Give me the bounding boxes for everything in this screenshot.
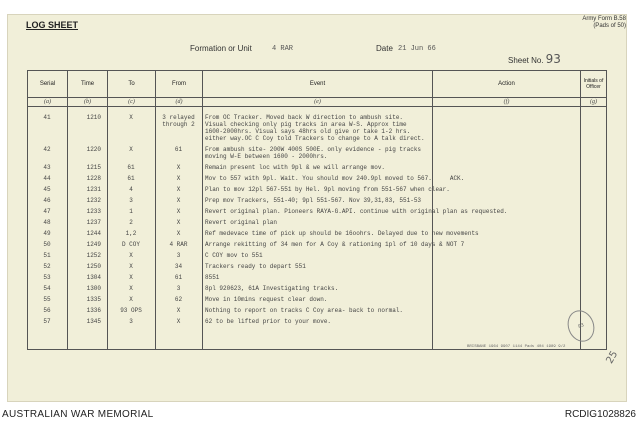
entry-14-from: 3 [176,285,181,292]
entry-7-serial: 47 [43,208,51,215]
column-letter-d: (d) [156,98,203,107]
entry-6-serial: 46 [43,197,51,204]
army-form-pads: (Pads of 50) [593,23,626,29]
entry-2-to: X [129,146,133,153]
entry-15-to: X [129,296,133,303]
entry-17-to: 3 [129,318,133,325]
entry-1-serial: 41 [43,114,51,121]
column-letter-f: (f) [433,98,581,107]
entry-15-serial: 55 [43,296,51,303]
entry-4-from: X [176,175,181,182]
entry-13-to: X [129,274,133,281]
entry-2-from: 61 [174,146,183,153]
entry-5-time: 1231 [86,186,101,193]
entry-10-serial: 50 [43,241,51,248]
entry-17-serial: 57 [43,318,51,325]
entry-2-serial: 42 [43,146,51,153]
entry-7-to: 1 [129,208,133,215]
entry-15-from: 62 [174,296,183,303]
entry-6-event: Prep mov Trackers, 551-40; 9pl 551-567. Nov 39,31,83, 551-53 [205,197,422,204]
corner-mark: 25 [604,349,621,366]
entry-4-event: Mov to 557 with 9pl. Wait. You should mov 240.9pl moved to 567. ACK. [205,175,465,182]
entry-10-time: 1249 [86,241,101,248]
entry-16-serial: 56 [43,307,51,314]
entry-11-event: C COY mov to 551 [205,252,263,259]
column-header-to: To [108,71,156,98]
sheet-number-label: Sheet No. [508,56,544,65]
entry-1-time: 1210 [86,114,101,121]
entry-9-time: 1244 [86,230,101,237]
entry-11-from: 3 [176,252,181,259]
entry-5-event: Plan to mov 12pl 567-551 by Hel. 9pl moving from 551-567 when clear. [205,186,450,193]
entry-17-time: 1345 [86,318,101,325]
entry-16-to: 93 OPS [120,307,142,314]
entry-1-to: X [129,114,133,121]
date-value: 21 Jun 66 [398,45,436,53]
formation-label: Formation or Unit [190,44,252,53]
entry-14-serial: 54 [43,285,51,292]
entry-7-from: X [176,208,181,215]
entry-16-event: Nothing to report on tracks C Coy area- back to normal. [205,307,404,314]
watermark-right: RCDIG1028826 [564,409,636,420]
entry-5-serial: 45 [43,186,51,193]
entry-3-from: X [176,164,181,171]
entry-8-time: 1237 [86,219,101,226]
handwritten-stamp: 93 [563,307,598,346]
entry-5-from: X [176,186,181,193]
entry-9-from: X [176,230,181,237]
column-letter-e: (e) [203,98,433,107]
column-letter-c: (c) [108,98,156,107]
entry-9-event: Ref medevace time of pick up should be 16oohrs. Delayed due to new movements [205,230,479,237]
page-title: LOG SHEET [26,20,79,30]
entry-12-serial: 52 [43,263,51,270]
column-header-serial: Serial [28,71,68,98]
entry-12-event: Trackers ready to depart 551 [205,263,306,270]
army-form-label [582,16,626,30]
entry-17-event: 62 to be lifted prior to your move. [205,318,332,325]
entry-4-time: 1228 [86,175,101,182]
entry-13-event: 8551 [205,274,220,281]
printer-imprint: BRISBANE 1964 9907 1144 Pads 404 1989 9/2 [467,345,566,349]
entry-8-to: 2 [129,219,133,226]
entry-15-event: Move in 10mins request clear down. [205,296,328,303]
column-header-from: From [156,71,203,98]
entry-16-time: 1336 [86,307,101,314]
entry-10-from: 4 RAR [169,241,188,248]
entry-8-from: X [176,219,181,226]
entry-3-serial: 43 [43,164,51,171]
column-letter-a: (a) [28,98,68,107]
watermark-left: AUSTRALIAN WAR MEMORIAL [2,409,154,420]
entry-11-time: 1252 [86,252,101,259]
entry-8-event: Revert original plan [205,219,278,226]
entry-10-to: D COY [121,241,140,248]
entry-15-time: 1335 [86,296,101,303]
army-form-number: Army Form B.58 [582,16,626,22]
entry-1-from: 3 relayed through 2 [162,114,195,128]
date-label: Date [376,44,393,53]
column-header-initials: Initials of Officer [581,71,607,98]
entry-9-serial: 49 [43,230,51,237]
entry-17-from: X [176,318,181,325]
entry-11-to: X [129,252,133,259]
entry-13-serial: 53 [43,274,51,281]
formation-value: 4 RAR [272,45,294,53]
entry-6-from: X [176,197,181,204]
entry-7-time: 1233 [86,208,101,215]
entry-14-event: 8pl 920623, 61A Investigating tracks. [205,285,339,292]
entry-8-serial: 48 [43,219,51,226]
entry-12-time: 1250 [86,263,101,270]
entry-5-to: 4 [129,186,133,193]
entry-7-event: Revert original plan. Pioneers RAYA-G.API. continue with original plan as requested. [205,208,508,215]
entry-2-time: 1220 [86,146,101,153]
column-header-event: Event [203,71,433,98]
column-header-time: Time [68,71,108,98]
column-letter-g: (g) [581,98,607,107]
column-letter-b: (b) [68,98,108,107]
entry-13-time: 1304 [86,274,101,281]
entry-1-event: From OC Tracker. Moved back W direction to ambush site. Visual checking only pig tracks in area W-S. Approx time 1600-2000hrs. Visual says 48hrs old give or take 1-2 hrs. either way.OC C Coy told Trackers to change to A talk direct. [205,114,425,142]
entry-12-from: 34 [174,263,183,270]
sheet-number [508,52,561,66]
entry-2-event: From ambush site- 200W 400S 500E. only evidence - pig tracks moving W-E between 1600 - 2000hrs. [205,146,422,160]
entry-16-from: X [176,307,181,314]
entry-14-time: 1300 [86,285,101,292]
entry-3-to: 61 [127,164,135,171]
entry-6-time: 1232 [86,197,101,204]
entry-10-event: Arrange rekitting of 34 men for A Coy & rationing 1pl of 10 days & NOT 7 [205,241,465,248]
entry-3-event: Remain present loc with 9pl & we will arrange mov. [205,164,386,171]
entry-14-to: X [129,285,133,292]
entry-12-to: X [129,263,133,270]
entry-4-to: 61 [127,175,135,182]
entry-4-serial: 44 [43,175,51,182]
entry-6-to: 3 [129,197,133,204]
entry-11-serial: 51 [43,252,51,259]
entry-3-time: 1215 [86,164,101,171]
sheet-number-value: 93 [545,52,561,66]
column-header-action: Action [433,71,581,98]
entry-13-from: 61 [174,274,183,281]
entry-9-to: 1,2 [125,230,137,237]
